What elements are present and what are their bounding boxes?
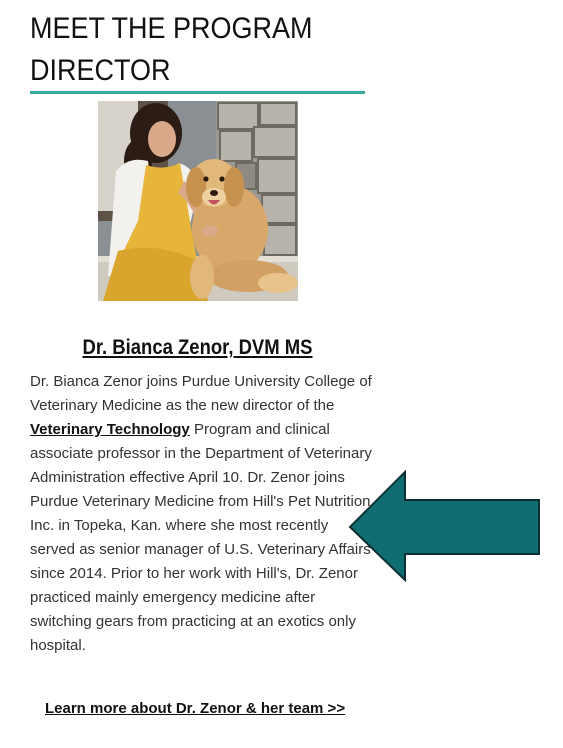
director-bio — [30, 370, 375, 658]
director-photo — [98, 101, 298, 301]
director-with-golden-retriever-photo-icon — [98, 101, 298, 301]
bio-text-intro: Dr. Bianca Zenor joins Purdue University College of Veterinary Medicine as the new director of the — [30, 373, 372, 414]
learn-more-link[interactable]: Learn more about Dr. Zenor & her team >> — [45, 700, 346, 717]
heading-divider — [30, 91, 365, 94]
left-pointing-arrow-icon — [344, 470, 544, 582]
section-heading — [30, 8, 336, 92]
veterinary-technology-link[interactable]: Veterinary Technology — [30, 421, 190, 438]
section-heading-line1: MEET THE PROGRAM — [30, 12, 313, 45]
director-name: Dr. Bianca Zenor, DVM MS — [82, 336, 313, 359]
bio-text-body: Program and clinical associate professor in the Department of Veterinary Administration effective April 10. Dr. Zenor joins Purdue Veterinary Medicine from Hill's Pet Nutrition, Inc. in Topeka, Kan. where she most recently served as senior manager of U.S. Veterinary Affairs since 2014. Prior to her work with Hill's, Dr. Zenor practiced mainly emergency medicine after switching gears from practicing at an exotics only hospital. — [30, 421, 375, 654]
arrow-shape — [350, 472, 539, 580]
section-heading-line2: DIRECTOR — [30, 54, 171, 87]
